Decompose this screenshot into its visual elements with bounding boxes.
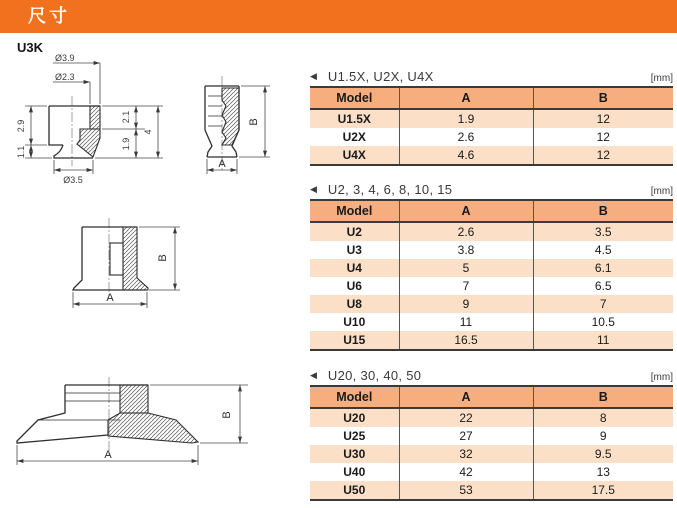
dim-lower-height: 1.9 — [121, 137, 131, 151]
table-row — [310, 481, 673, 500]
table-row — [310, 408, 673, 427]
page-header-banner — [0, 0, 677, 33]
width-label-a: A — [106, 292, 114, 304]
dim-inner-diameter: Ø2.3 — [55, 72, 75, 82]
model-cell: U2X — [342, 130, 366, 144]
spec-table — [310, 385, 673, 501]
left-triangle-icon: ◀ — [310, 71, 317, 81]
part-model-label: U3K — [17, 40, 44, 55]
value-cell: 13 — [533, 463, 673, 481]
section-outline — [49, 106, 100, 158]
value-cell: 12 — [533, 128, 673, 146]
dimension-texts — [16, 53, 153, 185]
cup-outline — [17, 385, 198, 443]
value-cell: 2.6 — [399, 222, 533, 241]
model-cell: U6 — [346, 279, 362, 293]
table-row — [310, 259, 673, 277]
value-cell: 8 — [533, 408, 673, 427]
model-cell: U1.5X — [337, 112, 371, 126]
value-cell: 4.6 — [399, 146, 533, 165]
table-title-row — [310, 365, 673, 383]
value-cell: 12 — [533, 109, 673, 128]
flat-cup-section-drawing-large — [8, 373, 260, 505]
spec-table-u15x-u2x-u4x — [310, 66, 673, 166]
model-cell: U15 — [343, 333, 366, 347]
table-header-cell: B — [533, 87, 673, 109]
table-title: U2, 3, 4, 6, 8, 10, 15 — [327, 182, 453, 197]
value-cell: 32 — [399, 445, 533, 463]
value-cell: 5 — [399, 259, 533, 277]
table-header-row — [310, 386, 673, 408]
table-row — [310, 146, 673, 165]
table-row — [310, 427, 673, 445]
table-row — [310, 109, 673, 128]
model-cell: U8 — [346, 297, 362, 311]
value-cell: 12 — [533, 146, 673, 165]
dim-total-height: 4 — [143, 129, 153, 135]
dim-top-diameter: Ø3.9 — [55, 53, 75, 63]
dim-cup-diameter: Ø3.5 — [63, 175, 83, 185]
dim-body-height: 2.9 — [16, 119, 26, 133]
table-title-row — [310, 66, 673, 84]
table-row — [310, 222, 673, 241]
table-row — [310, 331, 673, 350]
table-header-cell: Model — [310, 87, 399, 109]
model-cell: U3 — [346, 243, 362, 257]
table-title: U1.5X, U2X, U4X — [327, 69, 434, 84]
u3k-profile-drawing — [198, 60, 303, 187]
table-row — [310, 241, 673, 259]
value-cell: 3.8 — [399, 241, 533, 259]
model-cell: U10 — [343, 315, 366, 329]
spec-table — [310, 86, 673, 166]
u3k-section-drawing — [15, 50, 180, 192]
table-header-row — [310, 200, 673, 222]
model-cell: U4X — [342, 148, 366, 162]
height-label-b: B — [157, 254, 169, 262]
table-header-cell: A — [399, 87, 533, 109]
model-cell: U4 — [346, 261, 362, 275]
value-cell: 11 — [533, 331, 673, 350]
value-cell: 3.5 — [533, 222, 673, 241]
value-cell: 22 — [399, 408, 533, 427]
value-cell: 4.5 — [533, 241, 673, 259]
table-header-cell: A — [399, 386, 533, 408]
table-row — [310, 295, 673, 313]
value-cell: 6.1 — [533, 259, 673, 277]
value-cell: 11 — [399, 313, 533, 331]
value-cell: 9 — [533, 427, 673, 445]
spec-table-u20-to-u50 — [310, 365, 673, 501]
value-cell: 9.5 — [533, 445, 673, 463]
value-cell: 2.6 — [399, 128, 533, 146]
page-title: 尺寸 — [28, 6, 70, 26]
flat-cup-section-drawing-medium — [38, 208, 213, 322]
value-cell: 16.5 — [399, 331, 533, 350]
table-title: U20, 30, 40, 50 — [327, 368, 422, 383]
table-row — [310, 445, 673, 463]
dim-upper-height: 2.1 — [121, 110, 131, 124]
table-header-cell: A — [399, 200, 533, 222]
table-row — [310, 463, 673, 481]
model-cell: U20 — [343, 411, 366, 425]
value-cell: 1.9 — [399, 109, 533, 128]
table-header-cell: B — [533, 200, 673, 222]
height-label-b: B — [221, 411, 233, 419]
value-cell: 7 — [533, 295, 673, 313]
table-row — [310, 277, 673, 295]
value-cell: 10.5 — [533, 313, 673, 331]
table-header-row — [310, 87, 673, 109]
value-cell: 9 — [399, 295, 533, 313]
table-header-cell: Model — [310, 200, 399, 222]
table-unit-label: [mm] — [650, 372, 673, 383]
spec-table — [310, 199, 673, 351]
table-unit-label: [mm] — [650, 186, 673, 197]
value-cell: 17.5 — [533, 481, 673, 500]
spec-table-u2-to-u15 — [310, 179, 673, 351]
model-cell: U25 — [343, 429, 366, 443]
value-cell: 27 — [399, 427, 533, 445]
value-cell: 6.5 — [533, 277, 673, 295]
width-label-a: A — [104, 449, 112, 461]
model-cell: U2 — [346, 225, 362, 239]
table-unit-label: [mm] — [650, 73, 673, 84]
value-cell: 7 — [399, 277, 533, 295]
table-row — [310, 313, 673, 331]
model-cell: U30 — [343, 447, 366, 461]
dim-lip-height: 1.1 — [16, 145, 26, 159]
table-header-cell: Model — [310, 386, 399, 408]
value-cell: 42 — [399, 463, 533, 481]
value-cell: 53 — [399, 481, 533, 500]
left-triangle-icon: ◀ — [310, 184, 317, 194]
table-header-cell: B — [533, 386, 673, 408]
model-cell: U40 — [343, 465, 366, 479]
cup-outline — [73, 227, 148, 290]
height-label-b: B — [248, 118, 260, 126]
left-triangle-icon: ◀ — [310, 370, 317, 380]
table-title-row — [310, 179, 673, 197]
table-row — [310, 128, 673, 146]
model-cell: U50 — [343, 483, 366, 497]
width-label-a: A — [218, 158, 226, 170]
